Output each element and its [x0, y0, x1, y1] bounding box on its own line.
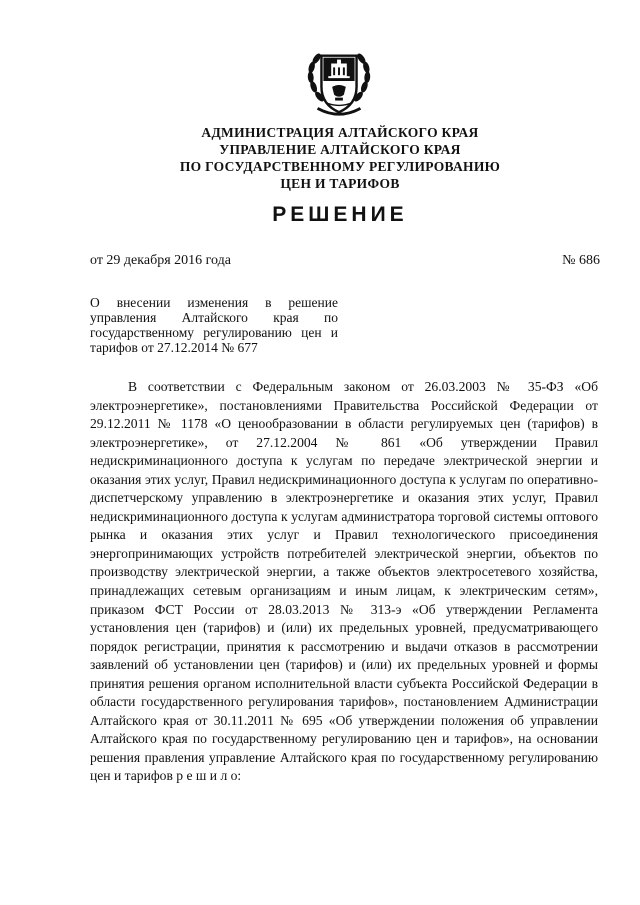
- issuer-header: [0, 124, 640, 192]
- document-number: № 686: [562, 253, 600, 268]
- body-paragraph: В соответствии с Федеральным законом от 26.03.2003 № 35-ФЗ «Об электроэнергетике», постановлениями Правительства Российской Федерации от 29.12.2011 № 1178 «О ценообразовании в области регулируемых цен (тарифов) в электроэнергетике», от 27.12.2004 № 861 «Об утверждении Правил недискриминационного доступа к услугам по передаче электрической энергии и оказания этих услуг, Правил недискриминационного доступа к услугам по оперативно-диспетчерскому управлению в электроэнергетике и оказания этих услуг, Правил недискриминационного доступа к услугам администратора торговой системы оптового рынка и оказания этих услуг и Правил технологического присоединения энергопринимающих устройств потребителей электрической энергии, объектов по производству электрической энергии, а также объектов электросетевого хозяйства, принадлежащих сетевым организациям и иным лицам, к электрическим сетям», приказом ФСТ России от 28.03.2013 № 313-э «Об утверждении Регламента установления цен (тарифов) и (или) их предельных уровней, предусматривающего порядок регистрации, принятия к рассмотрению и выдачи отказов в рассмотрении заявлений об установлении цен (тарифов) и (или) их предельных уровней и формы принятия решения органом исполнительной власти субъекта Российской Федерации в области государственного регулирования тарифов», постановлением Администрации Алтайского края от 30.11.2011 № 695 «Об утверждении положения об управлении Алтайского края по государственному регулированию цен и тарифов», на основании решения правления управление Алтайского края по государственному регулированию цен и тарифов р е ш и л о:: [90, 379, 598, 784]
- issuer-line: АДМИНИСТРАЦИЯ АЛТАЙСКОГО КРАЯ: [201, 125, 479, 140]
- coat-of-arms-icon: [300, 44, 378, 122]
- document-title: РЕШЕНИЕ: [272, 203, 408, 226]
- document-date: от 29 декабря 2016 года: [90, 253, 231, 268]
- issuer-line: ЦЕН И ТАРИФОВ: [280, 176, 400, 191]
- issuer-line: ПО ГОСУДАРСТВЕННОМУ РЕГУЛИРОВАНИЮ: [179, 159, 501, 174]
- document-body: [90, 378, 598, 786]
- document-subject: О внесении изменения в решение управления Алтайского края по государственному регулированию цен и тарифов от 27.12.2014 № 677: [90, 295, 338, 355]
- issuer-line: УПРАВЛЕНИЕ АЛТАЙСКОГО КРАЯ: [219, 142, 461, 157]
